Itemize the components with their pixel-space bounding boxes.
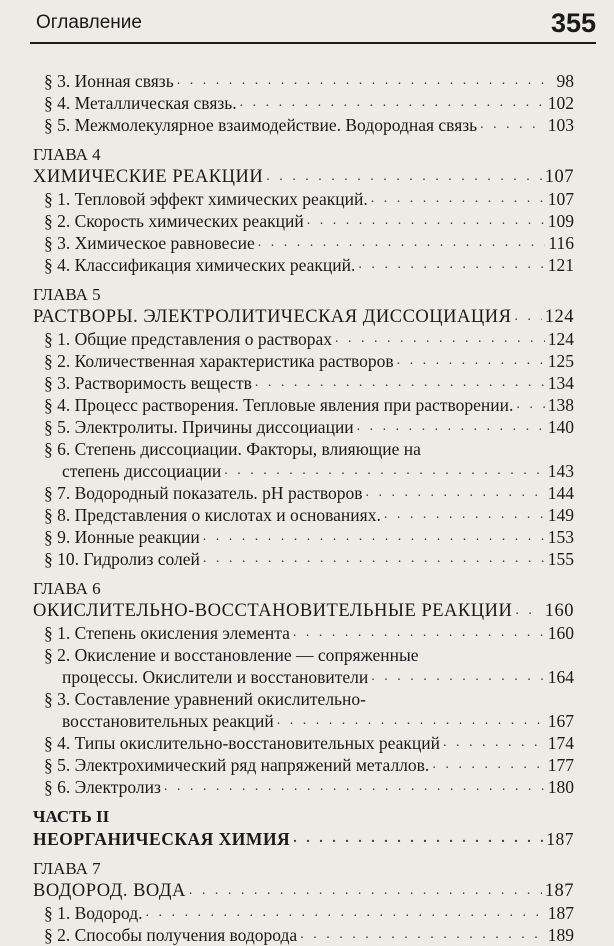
toc-entry[interactable]: § 2. Способы получения водорода . . . 189 [0,924,574,946]
toc-entry[interactable]: степень диссоциации . . . 143 [0,460,574,482]
running-title: Оглавление [36,12,142,33]
toc-entry[interactable]: § 4. Металлическая связь. . . . 102 [0,92,574,114]
chapter-title[interactable]: ХИМИЧЕСКИЕ РЕАКЦИИ . . . 107 [0,166,574,188]
toc-entry-line1[interactable]: § 2. Окисление и восстановление — сопряженные [44,645,419,665]
toc-entry[interactable]: § 3. Химическое равновесие . . . 116 [0,232,574,254]
toc-entry[interactable]: § 2. Скорость химических реакций . . . 109 [0,210,574,232]
toc-entry[interactable]: § 3. Растворимость веществ . . . 134 [0,372,574,394]
toc-entry[interactable]: § 1. Общие представления о растворах . . . 124 [0,328,574,350]
toc-entry[interactable]: процессы. Окислители и восстановители . . . 164 [0,666,574,688]
toc-entry[interactable]: § 4. Классификация химических реакций. . . . 121 [0,254,574,276]
part-label: ЧАСТЬ II [33,807,110,826]
toc-entry[interactable]: § 9. Ионные реакции . . . 153 [0,526,574,548]
toc-entry[interactable]: § 5. Электрохимический ряд напряжений металлов. . . . 177 [0,754,574,776]
page-number: 355 [550,8,596,38]
toc-entry[interactable]: § 1. Водород. . . . 187 [0,902,574,924]
toc-entry[interactable]: § 7. Водородный показатель. рН растворов . . . 144 [0,482,574,504]
toc-entry[interactable]: § 8. Представления о кислотах и основаниях. . . . 149 [0,504,574,526]
chapter-label: ГЛАВА 4 [33,145,101,164]
toc-entry-line1[interactable]: § 6. Степень диссоциации. Факторы, влияющие на [44,439,421,459]
toc-entry[interactable]: § 10. Гидролиз солей . . . 155 [0,548,574,570]
toc-entry[interactable]: восстановительных реакций . . . 167 [0,710,574,732]
chapter-title[interactable]: ВОДОРОД. ВОДА . . . 187 [0,880,574,902]
chapter-title[interactable]: ОКИСЛИТЕЛЬНО-ВОССТАНОВИТЕЛЬНЫЕ РЕАКЦИИ . . . 160 [0,600,574,622]
toc-entry[interactable]: § 1. Степень окисления элемента . . . 160 [0,622,574,644]
chapter-label: ГЛАВА 5 [33,285,101,304]
toc-entry[interactable]: § 1. Тепловой эффект химических реакций. . . . 107 [0,188,574,210]
toc-entry[interactable]: § 5. Межмолекулярное взаимодействие. Водородная связь . . . 103 [0,114,574,136]
part-title[interactable]: НЕОРГАНИЧЕСКАЯ ХИМИЯ . . . 187 [0,828,574,850]
toc-entry[interactable]: § 3. Ионная связь . . . 98 [0,70,574,92]
chapter-title[interactable]: РАСТВОРЫ. ЭЛЕКТРОЛИТИЧЕСКАЯ ДИССОЦИАЦИЯ . . . 124 [0,306,574,328]
toc-entry[interactable]: § 4. Процесс растворения. Тепловые явления при растворении. . . . 138 [0,394,574,416]
toc-entry[interactable]: § 6. Электролиз . . . 180 [0,776,574,798]
toc-entry[interactable]: § 4. Типы окислительно-восстановительных реакций . . . 174 [0,732,574,754]
toc-entry[interactable]: § 2. Количественная характеристика растворов . . . 125 [0,350,574,372]
toc-entry[interactable]: § 5. Электролиты. Причины диссоциации . . . 140 [0,416,574,438]
page-header [30,6,596,44]
table-of-contents [0,70,614,946]
chapter-label: ГЛАВА 6 [33,579,101,598]
chapter-label: ГЛАВА 7 [33,859,101,878]
toc-entry-line1[interactable]: § 3. Составление уравнений окислительно- [44,689,366,709]
